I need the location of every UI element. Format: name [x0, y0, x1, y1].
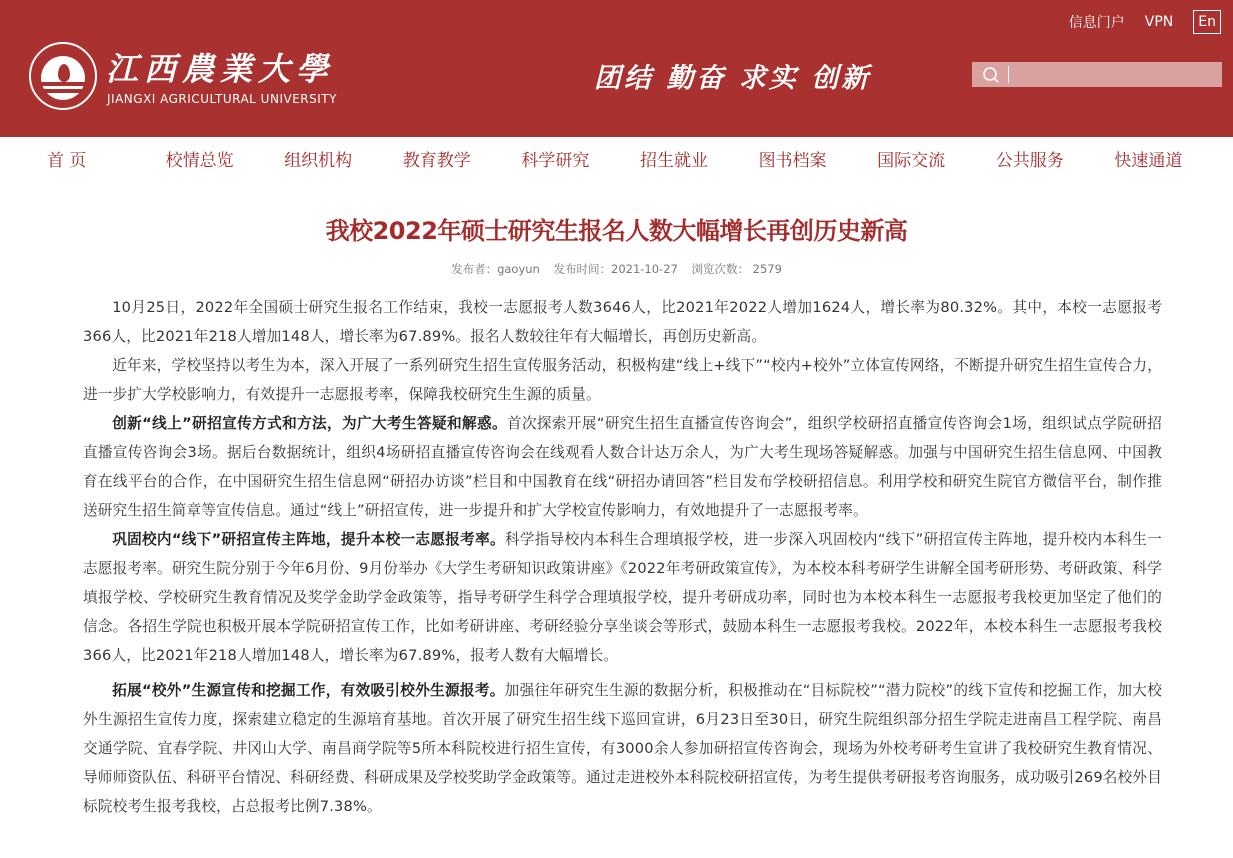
- paragraph-lead: 创新“线上”研招宣传方式和方法，为广大考生答疑和解惑。: [112, 415, 507, 432]
- motto: 团结 勤奋 求实 创新: [594, 63, 872, 94]
- nav-overview[interactable]: 校情总览: [165, 151, 234, 171]
- nav-public-service[interactable]: 公共服务: [995, 151, 1064, 171]
- paragraph-text: 首次探索开展“研究生招生直播宣传咨询会”，组织学校研招直播宣传咨询会1场，组织试点学院研招直播宣传咨询会3场。据后台数据统计，组织4场研招直播宣传咨询会在线观看人数合计达万余人，为广大考生现场答疑解惑。加强与中国研究生招生信息网、中国教育在线平台的合作，在中国研究生招生信息网“研招办访谈”栏目和中国教育在线“研招办请回答”栏目发布学校研招信息。利用学校和研究生院官方微信平台，制作推送研究生招生简章等宣传信息。通过“线上”研招宣传，进一步提升和扩大学校宣传影响力，有效地提升了一志愿报考率。: [83, 415, 1162, 519]
- english-button[interactable]: En: [1193, 10, 1221, 34]
- nav-library[interactable]: 图书档案: [758, 151, 827, 171]
- author: 发布者：gaoyun: [451, 262, 540, 276]
- university-name-en: JIANGXI AGRICULTURAL UNIVERSITY: [107, 92, 337, 106]
- vpn-link[interactable]: VPN: [1144, 14, 1174, 30]
- paragraph: [83, 351, 1162, 409]
- nav-admissions[interactable]: 招生就业: [639, 151, 708, 171]
- search-box: [972, 62, 1222, 87]
- paragraph: [83, 676, 1162, 821]
- paragraph-text: 加强往年研究生生源的数据分析，积极推动在“目标院校”“潜力院校”的线下宣传和挖掘工作，加大校外生源招生宣传力度，探索建立稳定的生源培育基地。首次开展了研究生招生线下巡回宣讲，6月23日至30日，研究生院组织部分招生学院走进南昌工程学院、南昌交通学院、宜春学院、井冈山大学、南昌商学院等5所本科院校进行招生宣传，有3000余人参加研招宣传咨询会，现场为外校考研考生宣讲了我校研究生教育情况、导师师资队伍、科研平台情况、科研经费、科研成果及学校奖助学金政策等。通过走进校外本科院校研招宣传，为考生提供考研报考咨询服务，成功吸引269名校外目标院校考生报考我校，占总报考比例7.38%。: [83, 682, 1162, 815]
- info-portal-link[interactable]: 信息门户: [1068, 15, 1125, 31]
- top-links: [1069, 10, 1221, 34]
- paragraph-text: 科学指导校内本科生合理填报学校，进一步深入巩固校内“线下”研招宣传主阵地，提升校内本科生一志愿报考率。研究生院分别于今年6月份、9月份举办《大学生考研知识政策讲座》《2022年考研政策宣传》，为本校本科考研学生讲解全国考研形势、考研政策、科学填报学校、学校研究生教育情况及奖学金助学金政策等，指导考研学生科学合理填报学校，提升考研成功率，同时也为本校本科生一志愿报考我校更加坚定了他们的信念。各招生学院也积极开展本学院研招宣传工作，比如考研讲座、考研经验分享坐谈会等形式，鼓励本科生一志愿报考我校。2022年，本校本科生一志愿报考我校366人，比2021年218人增加148人，增长率为67.89%，报考人数有大幅增长。: [83, 531, 1162, 664]
- university-name-cn[interactable]: 江西農業大學: [106, 50, 335, 88]
- university-seal-logo[interactable]: [29, 42, 97, 110]
- article-meta: [0, 261, 1233, 277]
- publish-date: 发布时间：2021-10-27: [553, 262, 678, 276]
- search-input[interactable]: [1009, 62, 1222, 87]
- nav-quick-access[interactable]: 快速通道: [1114, 151, 1183, 171]
- article-title: 我校2022年硕士研究生报名人数大幅增长再创历史新高: [325, 217, 908, 245]
- view-count: 浏览次数： 2579: [691, 262, 782, 276]
- search-icon[interactable]: [982, 66, 1000, 84]
- nav-organization[interactable]: 组织机构: [284, 151, 353, 171]
- paragraph-lead: 巩固校内“线下”研招宣传主阵地，提升本校一志愿报考率。: [112, 531, 505, 548]
- paragraph: [83, 409, 1162, 525]
- paragraph: [83, 293, 1162, 351]
- paragraph-text: 10月25日，2022年全国硕士研究生报名工作结束，我校一志愿报考人数3646人，比2021年2022人增加1624人，增长率为80.32%。其中，本校一志愿报考366人，比2021年218人增加148人，增长率为67.89%。报名人数较往年有大幅增长，再创历史新高。: [83, 299, 1162, 345]
- nav-research[interactable]: 科学研究: [521, 151, 590, 171]
- paragraph: [83, 525, 1162, 670]
- site-header: [0, 0, 1233, 137]
- nav-international[interactable]: 国际交流: [877, 151, 946, 171]
- paragraph-text: 近年来，学校坚持以考生为本，深入开展了一系列研究生招生宣传服务活动，积极构建“线上+线下”“校内+校外”立体宣传网络，不断提升研究生招生宣传合力，进一步扩大学校影响力，有效提升一志愿报考率，保障我校研究生生源的质量。: [83, 357, 1162, 403]
- nav-home[interactable]: 首 页: [47, 151, 87, 171]
- paragraph-lead: 拓展“校外”生源宣传和挖掘工作，有效吸引校外生源报考。: [112, 682, 505, 699]
- article-body: [83, 293, 1162, 821]
- main-nav: [0, 137, 1233, 180]
- nav-education[interactable]: 教育教学: [402, 151, 471, 171]
